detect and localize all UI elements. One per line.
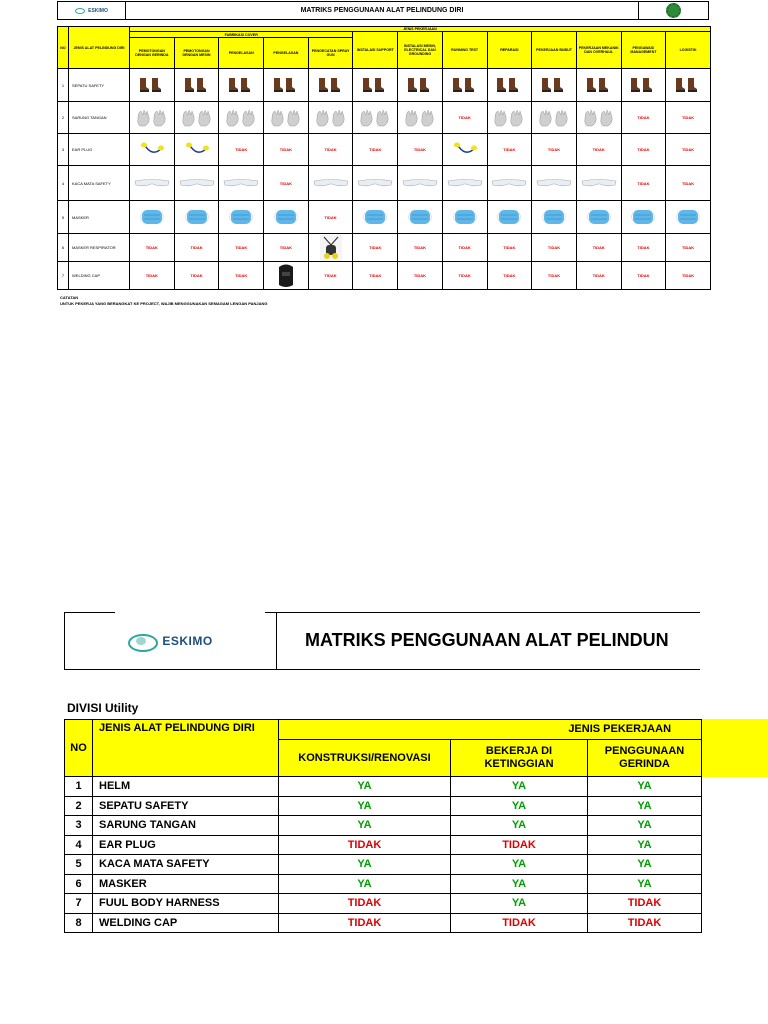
- cell-tidak: TIDAK: [621, 134, 666, 166]
- boot-icon: [398, 69, 443, 102]
- eskimo-logo-icon: [75, 8, 85, 14]
- cell-tidak: TIDAK: [487, 234, 532, 262]
- glove-icon: [487, 102, 532, 134]
- header-no: NO: [65, 720, 93, 777]
- row-apd-name: SARUNG TANGAN: [69, 102, 130, 134]
- boot-icon: [130, 69, 175, 102]
- boot-icon: [576, 69, 621, 102]
- earplug-icon: [174, 134, 219, 166]
- cell-tidak: TIDAK: [279, 894, 451, 914]
- cell-tidak: TIDAK: [532, 134, 577, 166]
- cell-ya: YA: [451, 855, 588, 875]
- top-ppe-matrix-table: [57, 26, 711, 290]
- mask-icon: [130, 201, 175, 234]
- cell-ya: YA: [588, 835, 702, 855]
- row-number: 2: [65, 796, 93, 816]
- cell-ya: YA: [588, 816, 702, 836]
- cell-tidak: TIDAK: [576, 134, 621, 166]
- cell-tidak: TIDAK: [666, 234, 711, 262]
- row-number: 3: [58, 134, 69, 166]
- row-number: 6: [58, 234, 69, 262]
- header-col-other-6: PENGAWAS/ MANAGEMENT: [621, 32, 666, 69]
- table-row: [65, 835, 702, 855]
- table-row: [58, 102, 711, 134]
- header-col-gerinda: PENGGUNAAN GERINDA: [588, 740, 702, 777]
- cell-tidak: TIDAK: [451, 835, 588, 855]
- earplug-icon: [130, 134, 175, 166]
- row-apd-name: FUUL BODY HARNESS: [93, 894, 279, 914]
- row-number: 1: [58, 69, 69, 102]
- cell-tidak: TIDAK: [264, 234, 309, 262]
- cell-tidak: TIDAK: [666, 134, 711, 166]
- boot-icon: [308, 69, 353, 102]
- glasses-icon: [353, 166, 398, 201]
- cell-tidak: TIDAK: [666, 262, 711, 290]
- cell-tidak: TIDAK: [279, 913, 451, 933]
- cell-ya: YA: [588, 777, 702, 797]
- row-apd-name: MASKER: [93, 874, 279, 894]
- divisi-label: DIVISI Utility: [67, 701, 139, 715]
- row-apd-name: SEPATU SAFETY: [69, 69, 130, 102]
- cell-tidak: TIDAK: [398, 262, 443, 290]
- cell-tidak: TIDAK: [308, 201, 353, 234]
- header-yellow-overflow: [700, 719, 768, 777]
- row-number: 2: [58, 102, 69, 134]
- boot-icon: [666, 69, 711, 102]
- header-col-other-2: RUNNING TEST: [442, 32, 487, 69]
- catatan-note: [60, 295, 268, 307]
- row-apd-name: WELDING CAP: [93, 913, 279, 933]
- mask-icon: [264, 201, 309, 234]
- cell-tidak: TIDAK: [487, 262, 532, 290]
- row-apd-name: KACA MATA SAFETY: [69, 166, 130, 201]
- glove-icon: [398, 102, 443, 134]
- cell-tidak: TIDAK: [576, 234, 621, 262]
- cell-ya: YA: [451, 894, 588, 914]
- header-col-other-4: PEKERJAAN BUBUT: [532, 32, 577, 69]
- table-row: [58, 234, 711, 262]
- cell-tidak: TIDAK: [442, 234, 487, 262]
- row-apd-name: MASKER RESPIRATOR: [69, 234, 130, 262]
- glasses-icon: [308, 166, 353, 201]
- header-col-fabrikasi-1: PEMOTONGAN DENGAN MESIN: [174, 38, 219, 69]
- mask-icon: [398, 201, 443, 234]
- cell-ya: YA: [588, 855, 702, 875]
- row-apd-name: WELDING CAP: [69, 262, 130, 290]
- header-jenis-pekerjaan: JENIS PEKERJAAN: [279, 720, 702, 740]
- row-number: 1: [65, 777, 93, 797]
- glove-icon: [532, 102, 577, 134]
- cell-tidak: TIDAK: [264, 134, 309, 166]
- header-apd: JENIS ALAT PELINDUNG DIRI: [69, 27, 130, 69]
- table-row: [65, 874, 702, 894]
- eskimo-logo-large: [65, 613, 277, 669]
- row-number: 7: [65, 894, 93, 914]
- mask-icon: [219, 201, 264, 234]
- cell-ya: YA: [451, 777, 588, 797]
- mask-icon: [576, 201, 621, 234]
- cell-tidak: TIDAK: [621, 166, 666, 201]
- row-apd-name: EAR PLUG: [69, 134, 130, 166]
- cell-tidak: TIDAK: [442, 262, 487, 290]
- weldingcap-icon: [264, 262, 309, 290]
- cell-ya: YA: [588, 874, 702, 894]
- mask-icon: [174, 201, 219, 234]
- glove-icon: [219, 102, 264, 134]
- header-col-other-5: PEKERJAAN MEKANIK DAN OVERHAUL: [576, 32, 621, 69]
- cell-tidak: TIDAK: [353, 234, 398, 262]
- row-number: 3: [65, 816, 93, 836]
- boot-icon: [353, 69, 398, 102]
- row-number: 6: [65, 874, 93, 894]
- row-apd-name: MASKER: [69, 201, 130, 234]
- cell-tidak: TIDAK: [588, 913, 702, 933]
- row-number: 5: [58, 201, 69, 234]
- mask-icon: [487, 201, 532, 234]
- catatan-text: UNTUK PEKERJA YANG BERANGKAT KE PROJECT, WAJIB MENGGUNAKAN SEMAGAM LENGAN PANJANG: [60, 301, 268, 306]
- table-row: [65, 855, 702, 875]
- glove-icon: [130, 102, 175, 134]
- cell-tidak: TIDAK: [451, 913, 588, 933]
- glasses-icon: [398, 166, 443, 201]
- cell-ya: YA: [451, 874, 588, 894]
- header-col-fabrikasi-2: PENGELASAN: [219, 38, 264, 69]
- glasses-icon: [219, 166, 264, 201]
- catatan-label: CATATAN: [60, 295, 79, 300]
- cell-tidak: TIDAK: [621, 262, 666, 290]
- row-apd-name: KACA MATA SAFETY: [93, 855, 279, 875]
- boot-icon: [621, 69, 666, 102]
- cell-tidak: TIDAK: [130, 262, 175, 290]
- header-col-other-1: INSTALASI MESIN, ELECTRICAL DAN GROUNDING: [398, 32, 443, 69]
- cell-tidak: TIDAK: [532, 262, 577, 290]
- eskimo-logo-text: ESKIMO: [88, 7, 108, 14]
- cell-tidak: TIDAK: [264, 166, 309, 201]
- glove-icon: [576, 102, 621, 134]
- cell-ya: YA: [279, 796, 451, 816]
- header-col-fabrikasi-4: PENGECATAN SPRAY GUN: [308, 38, 353, 69]
- cell-tidak: TIDAK: [621, 102, 666, 134]
- cell-tidak: TIDAK: [666, 102, 711, 134]
- row-apd-name: HELM: [93, 777, 279, 797]
- glasses-icon: [576, 166, 621, 201]
- header-apd: JENIS ALAT PELINDUNG DIRI: [93, 720, 279, 777]
- cell-ya: YA: [451, 796, 588, 816]
- glove-icon: [264, 102, 309, 134]
- cell-tidak: TIDAK: [219, 234, 264, 262]
- row-apd-name: SARUNG TANGAN: [93, 816, 279, 836]
- row-number: 4: [58, 166, 69, 201]
- cell-ya: YA: [279, 855, 451, 875]
- earplug-icon: [442, 134, 487, 166]
- mask-icon: [666, 201, 711, 234]
- cell-tidak: TIDAK: [219, 262, 264, 290]
- k3-seal-icon: [666, 3, 681, 18]
- glasses-icon: [442, 166, 487, 201]
- boot-icon: [487, 69, 532, 102]
- utility-ppe-matrix-table: [64, 719, 702, 933]
- table-row: [65, 894, 702, 914]
- cell-ya: YA: [279, 777, 451, 797]
- mask-icon: [442, 201, 487, 234]
- header-col-other-7: LOGISTIK: [666, 32, 711, 69]
- table-row: [58, 134, 711, 166]
- row-number: 5: [65, 855, 93, 875]
- row-apd-name: EAR PLUG: [93, 835, 279, 855]
- bottom-matrix-title: MATRIKS PENGGUNAAN ALAT PELINDUN: [305, 630, 669, 650]
- header-col-fabrikasi-0: PEMOTONGAN DENGAN GERINDA: [130, 38, 175, 69]
- table-row: [65, 913, 702, 933]
- cell-ya: YA: [451, 816, 588, 836]
- cell-tidak: TIDAK: [279, 835, 451, 855]
- cell-ya: YA: [588, 796, 702, 816]
- glove-icon: [353, 102, 398, 134]
- cell-tidak: TIDAK: [666, 166, 711, 201]
- k3-seal-box: [638, 2, 708, 19]
- table-row: [58, 262, 711, 290]
- boot-icon: [532, 69, 577, 102]
- cell-tidak: TIDAK: [487, 134, 532, 166]
- boot-icon: [219, 69, 264, 102]
- cell-tidak: TIDAK: [398, 234, 443, 262]
- eskimo-logo-small: [58, 2, 126, 19]
- cell-tidak: TIDAK: [353, 134, 398, 166]
- table-row: [65, 777, 702, 797]
- cell-tidak: TIDAK: [621, 234, 666, 262]
- header-col-fabrikasi-3: PENGELASAN: [264, 38, 309, 69]
- row-number: 4: [65, 835, 93, 855]
- header-fabrikasi-cover: FABRIKASI COVER: [130, 32, 353, 38]
- top-document-header: [57, 1, 709, 20]
- cell-ya: YA: [279, 816, 451, 836]
- mask-icon: [353, 201, 398, 234]
- header-jenis-pekerjaan: JENIS PEKERJAAN: [130, 27, 711, 32]
- cell-ya: YA: [279, 874, 451, 894]
- bottom-document-header: [64, 612, 700, 670]
- row-number: 7: [58, 262, 69, 290]
- cell-tidak: TIDAK: [130, 234, 175, 262]
- boot-icon: [442, 69, 487, 102]
- cell-tidak: TIDAK: [576, 262, 621, 290]
- row-apd-name: SEPATU SAFETY: [93, 796, 279, 816]
- boot-icon: [174, 69, 219, 102]
- boot-icon: [264, 69, 309, 102]
- cell-tidak: TIDAK: [588, 894, 702, 914]
- eskimo-logo-text: ESKIMO: [162, 634, 213, 648]
- respirator-icon: [308, 234, 353, 262]
- mask-icon: [532, 201, 577, 234]
- glasses-icon: [130, 166, 175, 201]
- glasses-icon: [532, 166, 577, 201]
- table-row: [58, 166, 711, 201]
- glasses-icon: [174, 166, 219, 201]
- header-col-konstruksi: KONSTRUKSI/RENOVASI: [279, 740, 451, 777]
- table-row: [65, 816, 702, 836]
- table-row: [65, 796, 702, 816]
- cell-tidak: TIDAK: [174, 234, 219, 262]
- table-row: [58, 201, 711, 234]
- cell-tidak: TIDAK: [532, 234, 577, 262]
- cell-tidak: TIDAK: [308, 262, 353, 290]
- header-col-ketinggian: BEKERJA DI KETINGGIAN: [451, 740, 588, 777]
- header-col-other-3: REPARASI: [487, 32, 532, 69]
- cell-tidak: TIDAK: [174, 262, 219, 290]
- glasses-icon: [487, 166, 532, 201]
- mask-icon: [621, 201, 666, 234]
- cell-tidak: TIDAK: [442, 102, 487, 134]
- glove-icon: [174, 102, 219, 134]
- cell-tidak: TIDAK: [308, 134, 353, 166]
- row-number: 8: [65, 913, 93, 933]
- top-matrix-title: MATRIKS PENGGUNAAN ALAT PELINDUNG DIRI: [300, 7, 464, 14]
- header-no: NO: [58, 27, 69, 69]
- glove-icon: [308, 102, 353, 134]
- cell-tidak: TIDAK: [219, 134, 264, 166]
- header-col-other-0: INSTALASI SUPPORT: [353, 32, 398, 69]
- eskimo-logo-icon: [128, 632, 158, 650]
- cell-tidak: TIDAK: [353, 262, 398, 290]
- cell-tidak: TIDAK: [398, 134, 443, 166]
- table-row: [58, 69, 711, 102]
